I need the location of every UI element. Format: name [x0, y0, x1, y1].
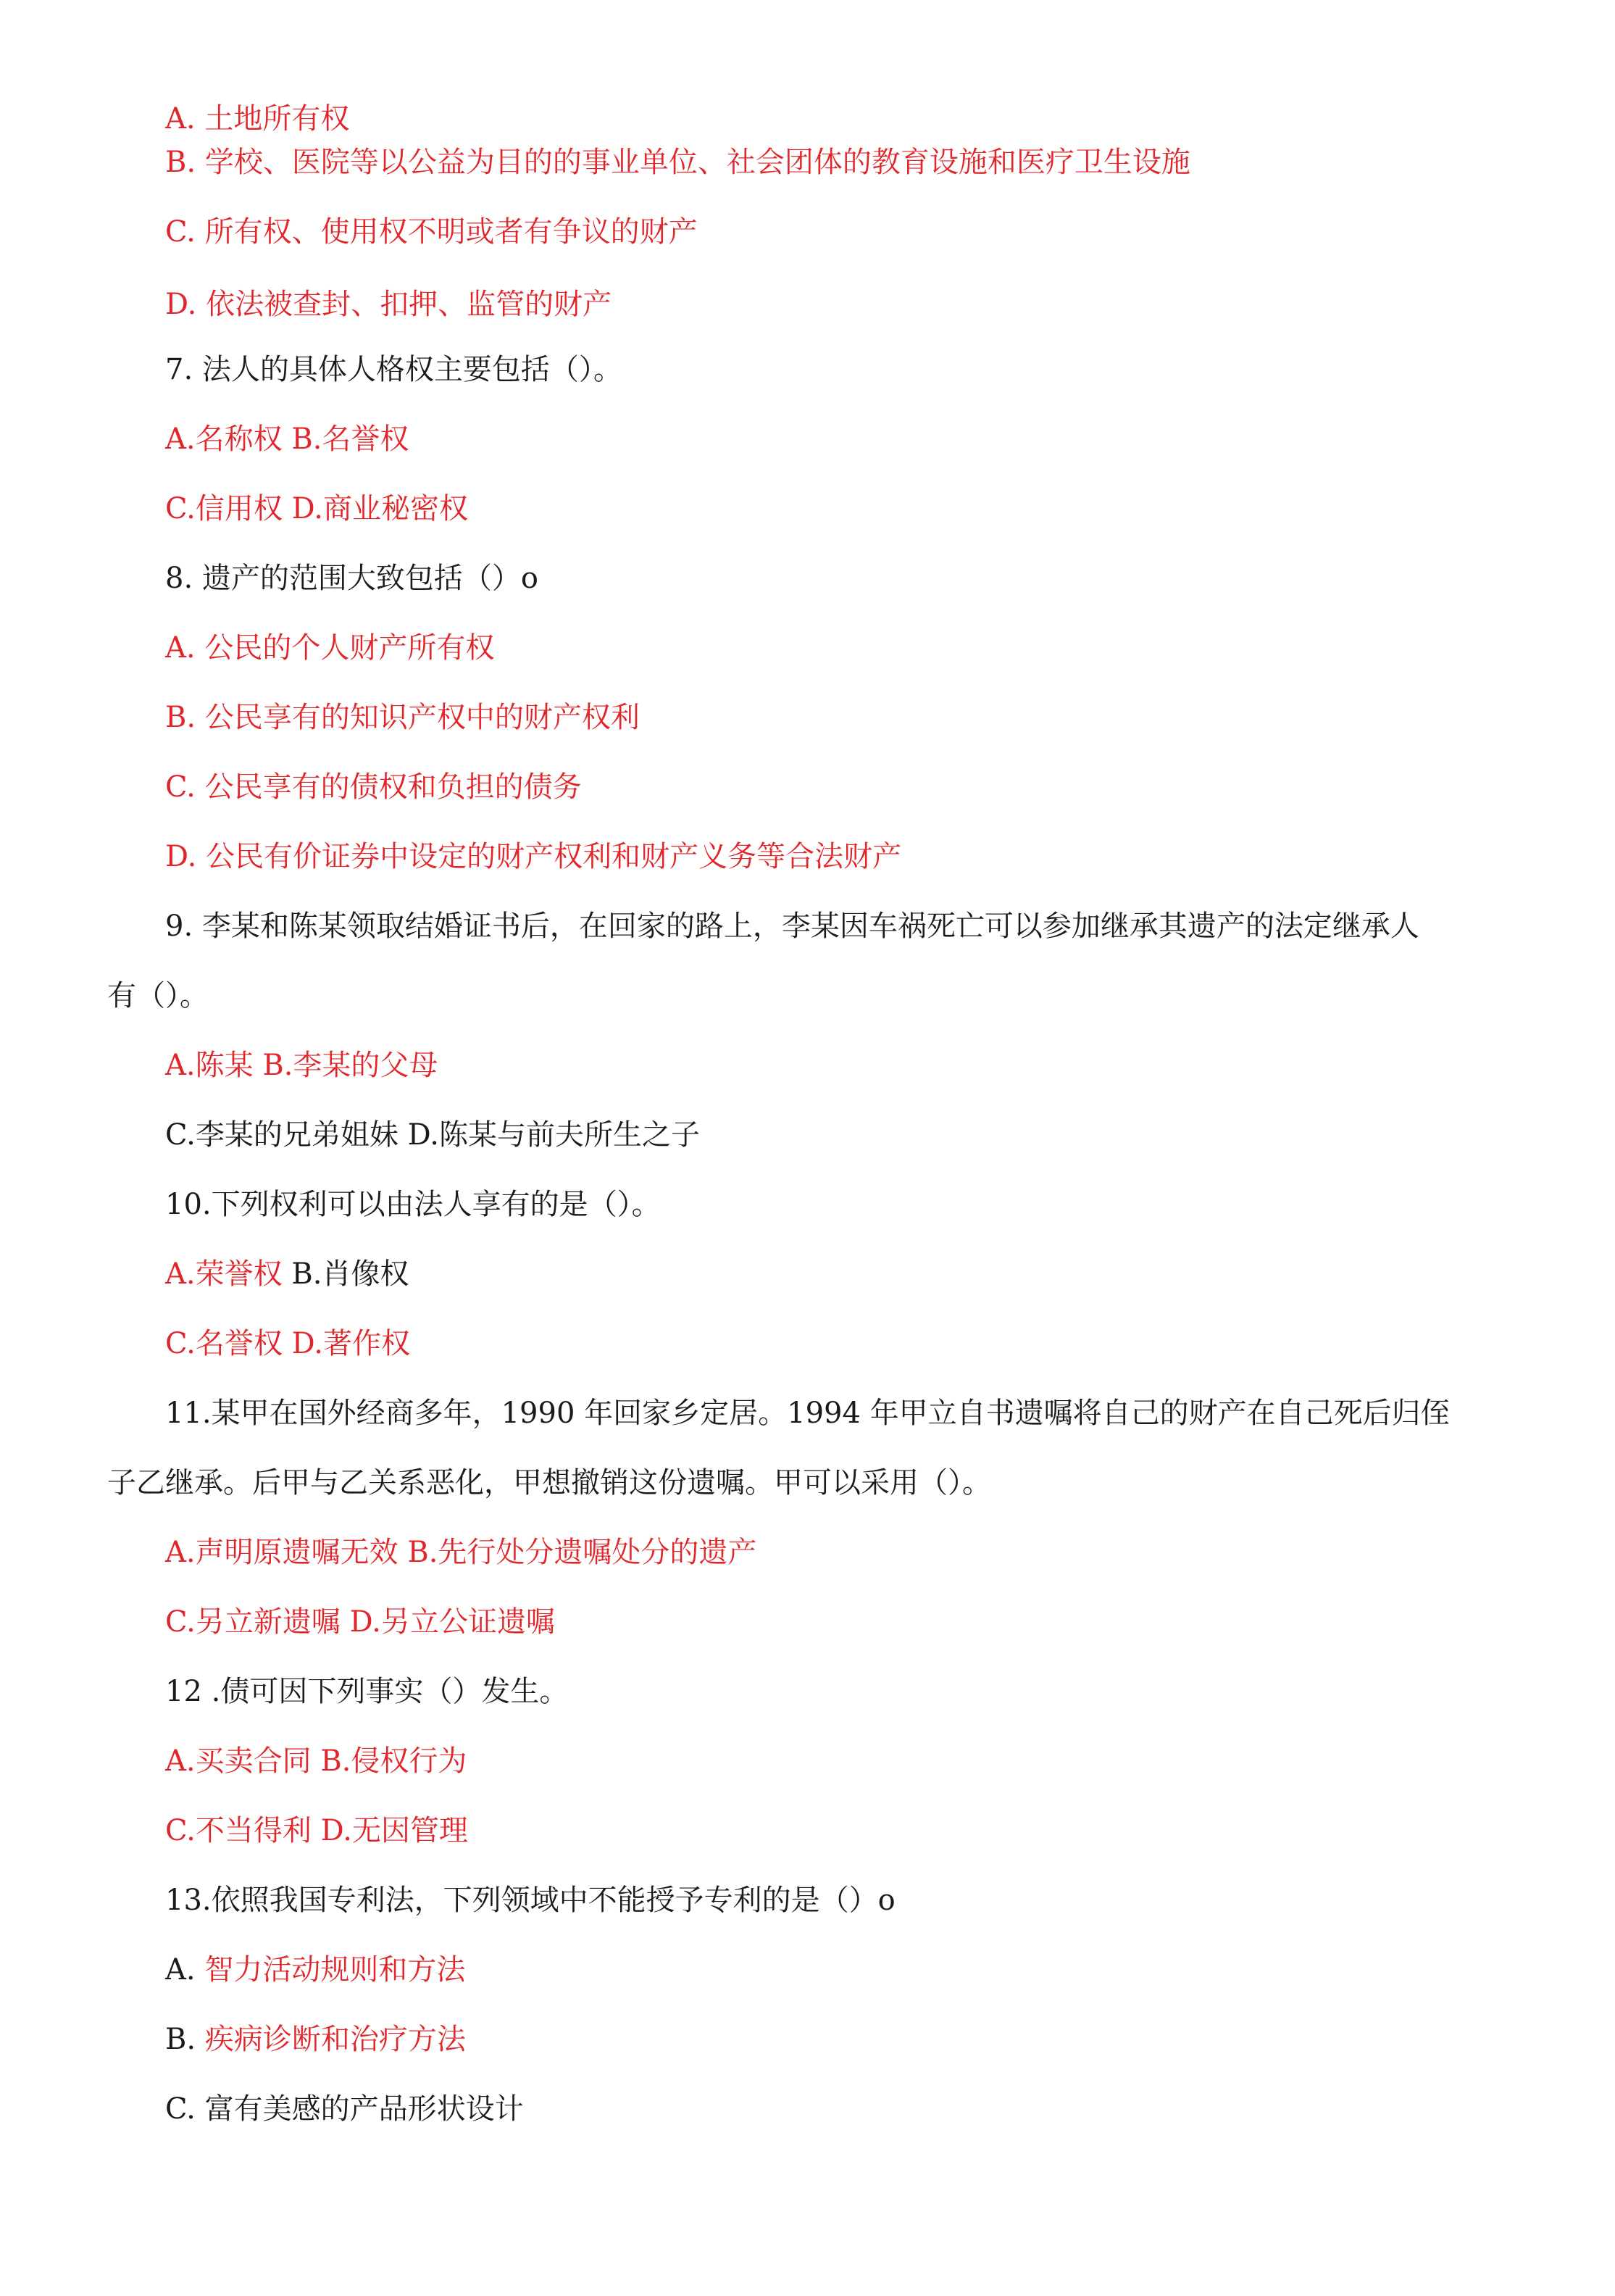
question-9: 9. 李某和陈某领取结婚证书后，在回家的路上，李某因车祸死亡可以参加继承其遗产的法定继承人 — [165, 910, 1419, 943]
q9-options-cd: C.李某的兄弟姐妹 D.陈某与前夫所生之子 — [165, 1118, 700, 1152]
q12-options-cd: C.不当得利 D.无因管理 — [165, 1814, 468, 1847]
q13-option-c: C. 富有美感的产品形状设计 — [165, 2092, 524, 2126]
q7-options-cd: C.信用权 D.商业秘密权 — [165, 492, 468, 525]
q9-options-ab: A.陈某 B.李某的父母 — [165, 1049, 438, 1082]
question-10: 10.下列权利可以由法人享有的是（）。 — [165, 1188, 661, 1221]
q10-options-ab — [165, 1257, 409, 1292]
q7-options-ab: A.名称权 B.名誉权 — [165, 423, 409, 456]
q12-options-ab: A.买卖合同 B.侵权行为 — [165, 1744, 467, 1778]
q6-option-a: A. 土地所有权 — [165, 102, 350, 136]
q13-option-a-label: A. — [165, 1953, 205, 1987]
q10-option-a: A.荣誉权 — [165, 1257, 283, 1291]
q8-option-d: D. 公民有价证券中设定的财产权利和财产义务等合法财产 — [165, 840, 902, 873]
q13-option-b — [165, 2022, 466, 2057]
q11-options-cd: C.另立新遗嘱 D.另立公证遗嘱 — [165, 1605, 555, 1639]
q8-option-b: B. 公民享有的知识产权中的财产权利 — [165, 701, 640, 734]
question-11-continued: 子乙继承。后甲与乙关系恶化，甲想撤销这份遗嘱。甲可以采用（）。 — [107, 1466, 991, 1500]
q8-option-c: C. 公民享有的债权和负担的债务 — [165, 770, 582, 804]
q8-option-a: A. 公民的个人财产所有权 — [165, 631, 495, 665]
question-7: 7. 法人的具体人格权主要包括（）。 — [165, 353, 622, 386]
question-8: 8. 遗产的范围大致包括（）o — [165, 562, 538, 595]
q13-option-a-text: 智力活动规则和方法 — [204, 1953, 466, 1987]
q13-option-b-text: 疾病诊断和治疗方法 — [204, 2023, 466, 2056]
q6-option-c: C. 所有权、使用权不明或者有争议的财产 — [165, 215, 698, 249]
q10-options-cd: C.名誉权 D.著作权 — [165, 1327, 410, 1360]
q6-option-b: B. 学校、医院等以公益为目的的事业单位、社会团体的教育设施和医疗卫生设施 — [165, 146, 1190, 179]
q10-option-b: B.肖像权 — [282, 1257, 409, 1291]
question-9-continued: 有（）。 — [107, 979, 209, 1012]
question-11: 11.某甲在国外经商多年，1990 年回家乡定居。1994 年甲立自书遗嘱将自己的财产在自己死后归侄 — [165, 1397, 1450, 1430]
question-12: 12 .债可因下列事实（）发生。 — [165, 1675, 569, 1708]
q13-option-a — [165, 1952, 465, 1987]
q11-options-ab: A.声明原遗嘱无效 B.先行处分遗嘱处分的遗产 — [165, 1536, 757, 1569]
q6-option-d: D. 依法被查封、扣押、监管的财产 — [165, 288, 612, 321]
q13-option-b-label: B. — [165, 2023, 205, 2056]
question-13: 13.依照我国专利法，下列领域中不能授予专利的是（）o — [165, 1884, 896, 1917]
